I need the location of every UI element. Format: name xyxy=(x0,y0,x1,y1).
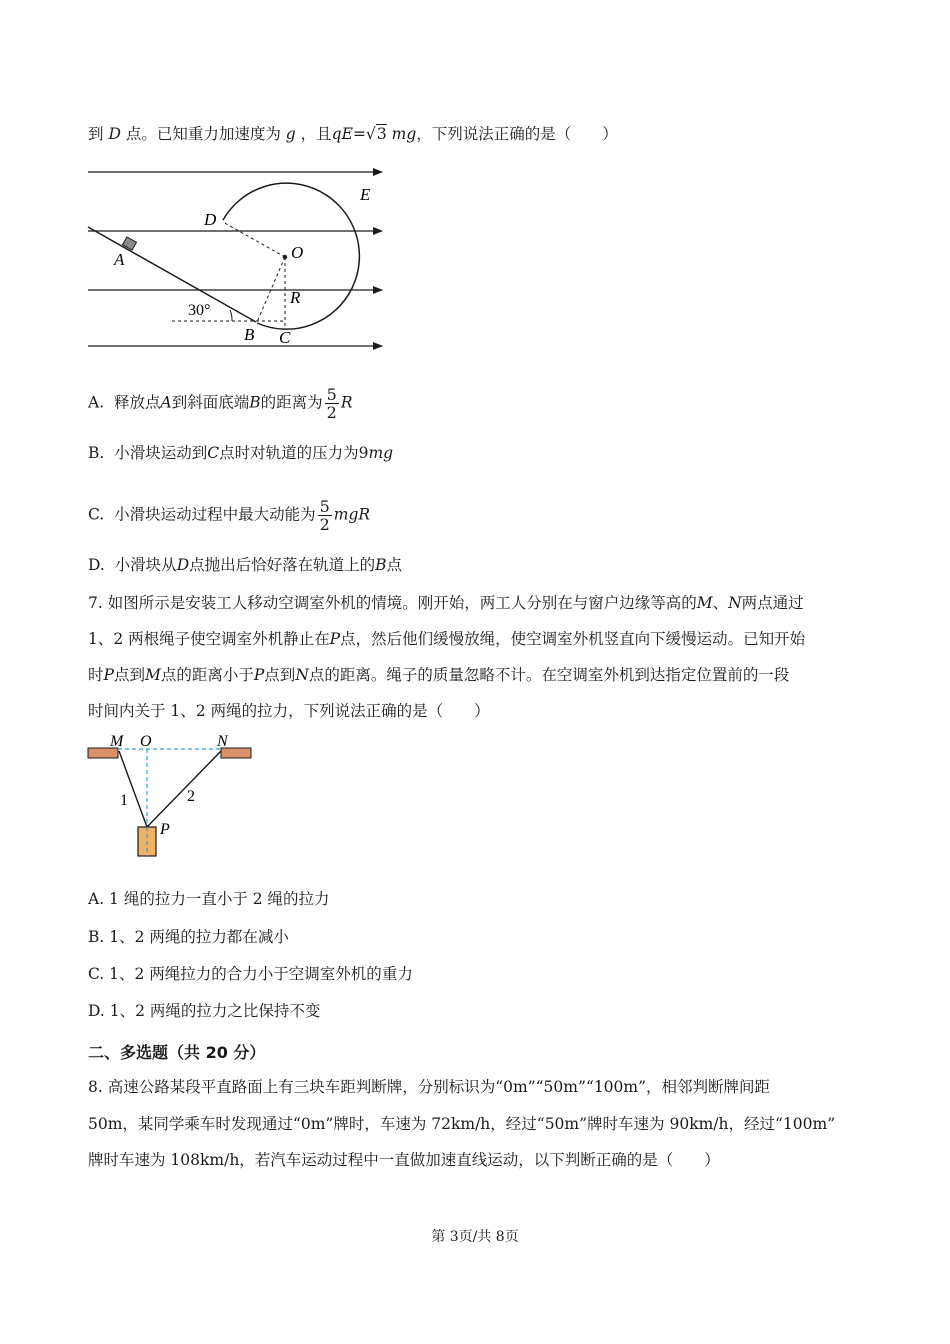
var: D xyxy=(176,556,190,574)
text: 点到 xyxy=(264,666,296,684)
var: N xyxy=(728,594,742,612)
q7-line-1 xyxy=(88,593,804,613)
incline xyxy=(88,227,256,322)
q7-option-c: C. 1、2 两绳拉力的合力小于空调室外机的重力 xyxy=(88,965,413,983)
text: 点抛出后恰好落在轨道上的 xyxy=(189,556,376,574)
var-d: D xyxy=(108,125,121,143)
value: 9 xyxy=(358,444,369,462)
radius-od xyxy=(223,222,285,257)
text: 小滑块从 xyxy=(114,556,177,574)
q7-option-d: D. 1、2 两绳的拉力之比保持不变 xyxy=(88,1002,321,1020)
denominator: 2 xyxy=(319,515,330,534)
q6-stem xyxy=(88,124,618,144)
label-m: M xyxy=(110,733,124,750)
q8-line-2: 50m，某同学乘车时发现通过“0m”牌时，车速为 72km/h，经过“50m”牌时车速为 90km/h，经过“100m” xyxy=(88,1115,836,1133)
denominator: 2 xyxy=(326,403,337,422)
text: 点。已知重力加速度为 xyxy=(125,125,281,143)
q6-option-d xyxy=(88,555,402,575)
option-prefix: C. xyxy=(88,505,105,524)
text: 1、2 两根绳子使空调室外机静止在 xyxy=(88,630,330,648)
label-o: O xyxy=(291,243,304,262)
var: P xyxy=(329,630,341,648)
label-a: A xyxy=(114,250,125,269)
page-number: 第 3页/共 8页 xyxy=(431,1229,519,1245)
label-n: N xyxy=(217,733,228,750)
text: 点到 xyxy=(113,666,145,684)
text: 的距离为 xyxy=(260,393,323,412)
label-o: O xyxy=(140,733,152,750)
text: 小滑块运动到 xyxy=(114,444,208,462)
text: 点的距离。绳子的质量忽略不计。在空调室外机到达指定位置前的一段 xyxy=(308,666,790,684)
var: M xyxy=(144,666,161,684)
q7-line-2 xyxy=(88,629,805,649)
q6-option-a xyxy=(88,386,352,421)
q7-option-a: A. 1 绳的拉力一直小于 2 绳的拉力 xyxy=(88,890,330,908)
var-mg: mg xyxy=(391,125,417,143)
var: B xyxy=(249,393,261,412)
text: 释放点 xyxy=(113,393,161,412)
var: M xyxy=(696,594,713,612)
label-r: R xyxy=(290,288,301,307)
text: 两点通过 xyxy=(741,594,804,612)
label-d: D xyxy=(204,210,217,229)
var: B xyxy=(375,556,387,574)
angle-arc xyxy=(230,310,232,321)
q7-line-3 xyxy=(88,665,789,685)
option-prefix: A. xyxy=(88,393,105,412)
fraction xyxy=(318,498,332,533)
var-g: g xyxy=(285,125,296,143)
var: R xyxy=(340,393,353,412)
rope-2 xyxy=(147,751,221,827)
text: 点的距离小于 xyxy=(160,666,254,684)
numerator: 5 xyxy=(319,497,330,516)
q7-figure xyxy=(84,730,264,862)
equals: = xyxy=(352,125,366,143)
option-prefix: B. xyxy=(88,444,105,462)
var: mg xyxy=(368,444,394,462)
section-heading: 二、多选题（共 20 分） xyxy=(88,1043,266,1062)
q6-option-c xyxy=(88,498,370,533)
rope-1 xyxy=(119,751,147,827)
text: 点 xyxy=(386,556,403,574)
q6-option-b xyxy=(88,443,393,463)
text: 点时对轨道的压力为 xyxy=(219,444,359,462)
label-1: 1 xyxy=(120,792,128,809)
text: ，下列说法正确的是（ ） xyxy=(416,125,618,143)
text: ，且 xyxy=(300,125,332,143)
var: A xyxy=(160,393,172,412)
option-prefix: D. xyxy=(88,556,105,574)
text: 、 xyxy=(712,594,729,612)
text: 点，然后他们缓慢放绳，使空调室外机竖直向下缓慢运动。已知开始 xyxy=(340,630,806,648)
label-b: B xyxy=(244,325,255,344)
sqrt-symbol: √ xyxy=(365,125,376,143)
fraction xyxy=(325,386,339,421)
label-angle: 30° xyxy=(188,302,211,319)
q7-line-4: 时间内关于 1、2 两绳的拉力，下列说法正确的是（ ） xyxy=(88,702,490,720)
q7-option-b: B. 1、2 两绳的拉力都在减小 xyxy=(88,928,289,946)
sqrt-value: 3 xyxy=(376,125,387,143)
label-e: E xyxy=(360,185,371,204)
label-p: P xyxy=(160,821,170,838)
var: P xyxy=(253,666,265,684)
var-qe: qE xyxy=(331,125,353,143)
label-c: C xyxy=(279,328,291,347)
var: P xyxy=(103,666,114,684)
text: 7. 如图所示是安装工人移动空调室外机的情境。刚开始，两工人分别在与窗户边缘等高的 xyxy=(88,594,697,612)
text: 到斜面底端 xyxy=(171,393,250,412)
numerator: 5 xyxy=(326,385,337,404)
text: 小滑块运动过程中最大动能为 xyxy=(114,505,316,524)
var: C xyxy=(207,444,220,462)
var: mgR xyxy=(333,505,371,524)
label-2: 2 xyxy=(187,788,195,805)
q6-figure xyxy=(82,160,392,360)
sqrt-3 xyxy=(366,124,387,144)
var: N xyxy=(295,666,309,684)
text: 时 xyxy=(88,666,104,684)
q8-line-1: 8. 高速公路某段平直路面上有三块车距判断牌，分别标识为“0m”“50m”“100m”，相邻判断牌间距 xyxy=(88,1078,771,1096)
q8-line-3: 牌时车速为 108km/h，若汽车运动过程中一直做加速直线运动，以下判断正确的是（ ） xyxy=(88,1151,720,1169)
text: 到 xyxy=(88,125,104,143)
center-point xyxy=(283,255,287,259)
